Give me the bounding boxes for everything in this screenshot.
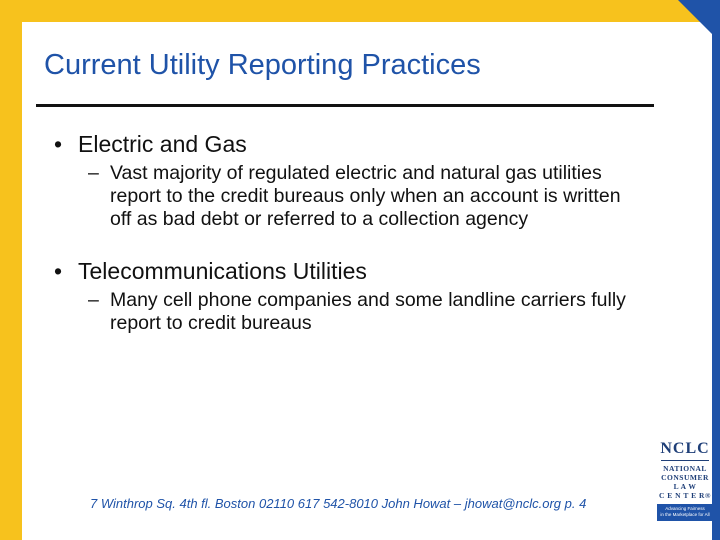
- sub-bullet-text: Many cell phone companies and some landline carriers fully report to credit bureaus: [110, 289, 626, 334]
- logo-line: CONSUMER: [661, 473, 709, 482]
- sub-bullet-marker: –: [88, 289, 99, 311]
- logo-tagline-box: [657, 504, 713, 521]
- bullet-item: [44, 257, 664, 285]
- bullet-text: Electric and Gas: [78, 131, 247, 157]
- frame-top-bar: [0, 0, 720, 22]
- bullet-marker: •: [54, 258, 63, 284]
- sub-bullet-marker: –: [88, 162, 99, 184]
- logo-divider: [661, 460, 709, 461]
- nclc-logo: [655, 440, 715, 536]
- logo-line: L A W: [673, 482, 697, 491]
- logo-tagline: in the Marketplace for All: [660, 512, 710, 517]
- bullet-marker: •: [54, 131, 63, 157]
- spacer: [44, 231, 664, 257]
- bullet-item: [44, 130, 664, 158]
- sub-bullet-text: Vast majority of regulated electric and natural gas utilities report to the credit bureaus only when an account is written off as bad debt or referred to a collection agency: [110, 162, 621, 230]
- logo-tagline: Advancing Fairness: [665, 506, 705, 511]
- sub-bullet-item: [44, 289, 635, 335]
- slide-content: [44, 130, 664, 335]
- logo-line: C E N T E R®: [659, 491, 711, 500]
- frame-corner-accent: [678, 0, 720, 42]
- slide-footer: 7 Winthrop Sq. 4th fl. Boston 02110 617 542-8010 John Howat – jhowat@nclc.org p. 4: [90, 496, 587, 511]
- title-divider: [36, 104, 654, 107]
- sub-bullet-item: [44, 162, 635, 231]
- logo-wordmark: NCLC: [660, 440, 710, 457]
- slide-title: Current Utility Reporting Practices: [44, 49, 481, 81]
- logo-line: NATIONAL: [663, 464, 707, 473]
- frame-left-bar: [0, 0, 22, 540]
- bullet-text: Telecommunications Utilities: [78, 258, 367, 284]
